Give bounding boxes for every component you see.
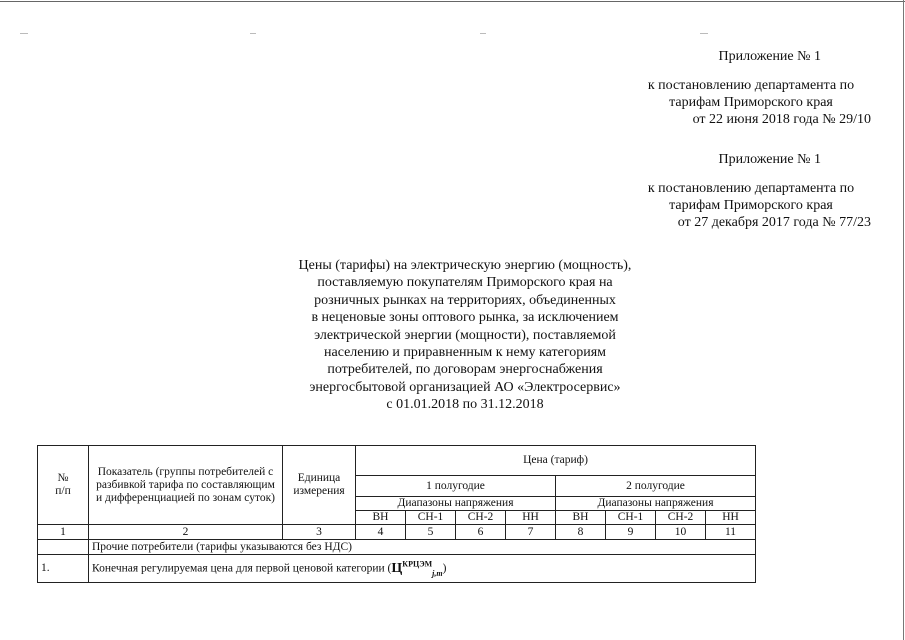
column-number: 7 bbox=[506, 525, 556, 540]
column-number: 10 bbox=[656, 525, 706, 540]
document-title bbox=[265, 257, 665, 414]
column-number: 1 bbox=[38, 525, 89, 540]
appendix-line: от 22 июня 2018 года № 29/10 bbox=[692, 112, 871, 127]
appendix-line: от 27 декабря 2017 года № 77/23 bbox=[677, 215, 871, 230]
header-num: № п/п bbox=[38, 446, 89, 525]
title-line: Цены (тарифы) на электрическую энергию (мощность), bbox=[298, 258, 632, 273]
price-symbol bbox=[391, 561, 442, 576]
column-number: 9 bbox=[606, 525, 656, 540]
tariff-table bbox=[37, 445, 756, 583]
column-number: 5 bbox=[406, 525, 456, 540]
header-half-2: 2 полугодие bbox=[556, 476, 756, 497]
title-line: энергосбытовой организацией АО «Электросервис» bbox=[309, 379, 621, 395]
column-number: 4 bbox=[356, 525, 406, 540]
price-symbol-sup: КРЦЭМ bbox=[402, 559, 433, 569]
page-right-border bbox=[903, 0, 904, 640]
column-number: 8 bbox=[556, 525, 606, 540]
row-label-text: Конечная регулируемая цена для первой ценовой категории ( bbox=[92, 562, 392, 575]
appendix-current bbox=[631, 48, 871, 128]
header-price: Цена (тариф) bbox=[356, 446, 756, 476]
title-line: населению и приравненным к нему категориям bbox=[323, 345, 607, 361]
header-level: ВН bbox=[556, 511, 606, 525]
title-line: поставляемую покупателям Приморского края на bbox=[317, 275, 613, 291]
appendix-number: Приложение № 1 bbox=[718, 152, 821, 167]
title-line: потребителей, по договорам энергоснабжения bbox=[327, 362, 603, 378]
row-label-end: ) bbox=[442, 562, 447, 575]
title-line: в неценовые зоны оптового рынка, за исключением bbox=[311, 310, 619, 326]
header-level: НН bbox=[506, 511, 556, 525]
title-line: розничных рынках на территориях, объединенных bbox=[314, 292, 616, 308]
header-level: СН-2 bbox=[456, 511, 506, 525]
column-number: 2 bbox=[89, 525, 283, 540]
scan-mark bbox=[250, 33, 256, 34]
header-level: ВН bbox=[356, 511, 406, 525]
title-line: электрической энергии (мощности), поставляемой bbox=[314, 327, 616, 343]
header-level: СН-1 bbox=[406, 511, 456, 525]
header-unit: Единица измерения bbox=[283, 446, 356, 525]
row-label bbox=[89, 555, 756, 583]
page-top-border bbox=[0, 1, 905, 2]
appendix-line: к постановлению департамента по bbox=[647, 78, 855, 93]
header-level: СН-2 bbox=[656, 511, 706, 525]
header-half-1: 1 полугодие bbox=[356, 476, 556, 497]
column-number: 6 bbox=[456, 525, 506, 540]
appendix-line: тарифам Приморского края bbox=[669, 198, 833, 213]
appendix-number: Приложение № 1 bbox=[718, 49, 821, 64]
header-voltage-ranges-1: Диапазоны напряжения bbox=[356, 497, 556, 511]
price-symbol-base: Ц bbox=[391, 560, 403, 576]
appendix-line: к постановлению департамента по bbox=[647, 181, 855, 196]
header-level: СН-1 bbox=[606, 511, 656, 525]
price-symbol-sub: j,m bbox=[432, 568, 443, 578]
scan-mark bbox=[480, 33, 486, 34]
header-voltage-ranges-2: Диапазоны напряжения bbox=[556, 497, 756, 511]
scan-mark bbox=[700, 33, 708, 34]
section-num-cell bbox=[38, 540, 89, 555]
scan-mark bbox=[20, 33, 28, 34]
header-indicator: Показатель (группы потребителей с разбивкой тарифа по составляющим и дифференциацией по зонам суток) bbox=[89, 446, 283, 525]
header-level: НН bbox=[706, 511, 756, 525]
appendix-line: тарифам Приморского края bbox=[669, 95, 833, 110]
appendix-previous bbox=[631, 151, 871, 231]
section-heading: Прочие потребители (тарифы указываются без НДС) bbox=[89, 540, 756, 555]
row-number: 1. bbox=[38, 555, 89, 583]
column-number: 3 bbox=[283, 525, 356, 540]
title-line: с 01.01.2018 по 31.12.2018 bbox=[386, 397, 544, 413]
column-number: 11 bbox=[706, 525, 756, 540]
